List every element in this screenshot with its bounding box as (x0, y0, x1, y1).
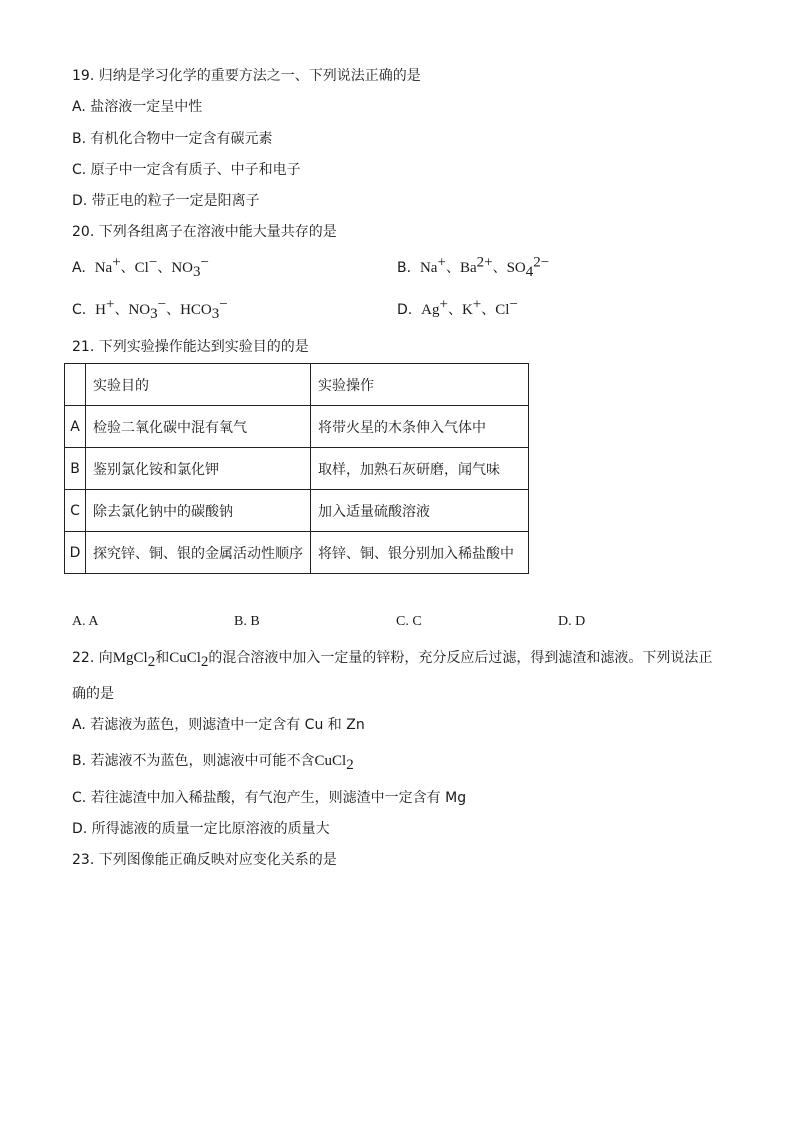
q21-answer-c: C. C (396, 614, 422, 629)
q19-stem: 19. 归纳是学习化学的重要方法之一、下列说法正确的是 (72, 68, 421, 84)
q21-answer-d: D. D (558, 614, 586, 629)
table-cell-operation: 将带火星的木条伸入气体中 (311, 406, 529, 448)
table-cell-goal: 鉴别氯化铵和氯化钾 (86, 448, 311, 490)
table-row (65, 448, 529, 490)
q21-answer-a: A. A (72, 614, 99, 629)
q22-stem: 22. 向MgCl$_2$和CuCl$_2$的混合溶液中加入一定量的锌粉，充分反应后过滤，得到滤渣和滤液。下列说法正 (72, 650, 713, 670)
q21-experiment-table (64, 363, 529, 574)
q20-option-a: A. Na+、Cl−、$NO_3^-$ (72, 254, 209, 280)
q22-option-c: C. 若往滤渣中加入稀盐酸，有气泡产生，则滤渣中一定含有 Mg (72, 790, 467, 806)
table-cell-key: B (65, 448, 86, 490)
q22-option-a: A. 若滤液为蓝色，则滤渣中一定含有 Cu 和 Zn (72, 717, 365, 733)
q22-stem-line2: 确的是 (72, 686, 114, 702)
q21-answer-b: B. B (234, 614, 260, 629)
table-row (65, 406, 529, 448)
table-cell-goal: 除去氯化钠中的碳酸钠 (86, 490, 311, 532)
table-cell-operation: 取样，加熟石灰研磨，闻气味 (311, 448, 529, 490)
table-header-row (65, 364, 529, 406)
table-cell-goal: 检验二氧化碳中混有氧气 (86, 406, 311, 448)
q19-option-a: A. 盐溶液一定呈中性 (72, 99, 203, 115)
table-header-cell (65, 364, 86, 406)
table-row (65, 532, 529, 574)
q20-option-c: C. H+、$NO_3^-$、$HCO_3^-$ (72, 296, 228, 322)
q22-option-d: D. 所得滤液的质量一定比原溶液的质量大 (72, 821, 330, 837)
q23-stem: 23. 下列图像能正确反映对应变化关系的是 (72, 852, 337, 868)
table-cell-key: D (65, 532, 86, 574)
q20-stem: 20. 下列各组离子在溶液中能大量共存的是 (72, 224, 337, 240)
q19-option-b: B. 有机化合物中一定含有碳元素 (72, 131, 273, 147)
q21-stem: 21. 下列实验操作能达到实验目的的是 (72, 339, 309, 355)
table-header-cell: 实验操作 (311, 364, 529, 406)
table-cell-key: C (65, 490, 86, 532)
q22-option-b: B. 若滤液不为蓝色，则滤液中可能不含CuCl$_2$ (72, 753, 354, 773)
table-row (65, 490, 529, 532)
q19-option-d: D. 带正电的粒子一定是阳离子 (72, 193, 260, 209)
q20-option-d: D. Ag+、K+、Cl− (397, 296, 518, 318)
q20-option-b: B. Na+、$Ba^{2+}$、$SO_4^{2-}$ (397, 254, 550, 280)
table-cell-key: A (65, 406, 86, 448)
table-cell-goal: 探究锌、铜、银的金属活动性顺序 (86, 532, 311, 574)
q19-option-c: C. 原子中一定含有质子、中子和电子 (72, 162, 301, 178)
table-cell-operation: 加入适量硫酸溶液 (311, 490, 529, 532)
table-header-cell: 实验目的 (86, 364, 311, 406)
table-cell-operation: 将锌、铜、银分别加入稀盐酸中 (311, 532, 529, 574)
